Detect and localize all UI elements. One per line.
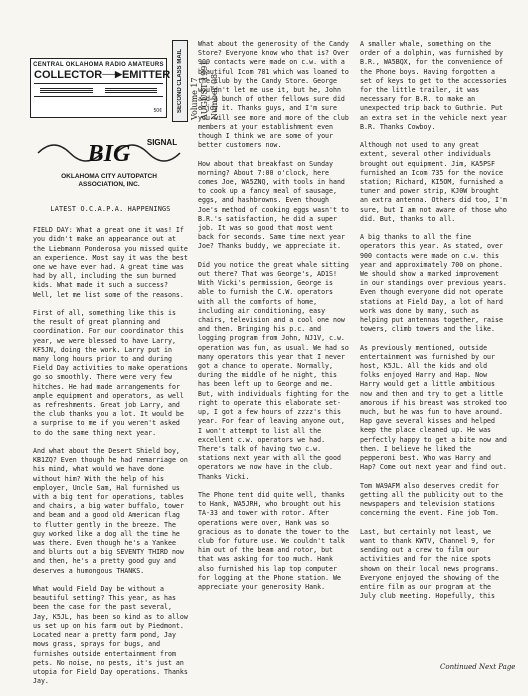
paragraph: A smaller whale, something on the order of a dolphin, was furnished by B.R., WA5BQX, for the convenience of the Phone boys. Having forgotten a set of keys to get to the accessories for the little trailer, it was necessary for B.R. to make an unexpected trip back to Guthrie. Put an extra set in the vehicle next year B.R. Thanks Cowboy.: [360, 40, 507, 131]
issue-month: AUGUST 1991: [200, 60, 209, 120]
masthead-topline: CENTRAL OKLAHOMA RADIO AMATEURS: [33, 62, 164, 68]
big-signal-logo-graphic: [34, 133, 184, 173]
masthead-stripes: [40, 87, 93, 93]
issue-volume: Volume 17: [190, 77, 199, 120]
masthead: [30, 58, 171, 118]
logo-organization: [34, 173, 184, 189]
column-3: [360, 40, 508, 611]
masthead-name-left: COLLECTOR: [34, 69, 103, 81]
paragraph: A big thanks to all the fine operators this year. As stated, over 900 contacts were made on c.w. this year and approximately 700 on phone. We should show a marked improvement in our standings over previous years. Even though everyone did not operate stations at Field Day, a lot of hard work was done by many, such as helping put antennas together, raise towers, climb towers and the like.: [360, 233, 507, 334]
paragraph: FIELD DAY: What a great one it was! If you didn't make an appearance out at the Liebmann Ponderosa you missed quite an experience. Most say it was the best one we have ever had. A great time was had by all, including the sun burned kids. What made it such a success? Well, let me list some of the reasons.: [33, 226, 188, 299]
paragraph: The Phone tent did quite well, thanks to Hank, WA5JRH, who brought out his TA-33 and tower with rotor. After operations were over, Hank was so gracious as to donate the tower to the club for future use. We couldn't talk him out of the beam and rotor, but that was asking for too much. Hank also furnished his lap top computer for logging at the Phone station. We appreciate your generosity Hank.: [198, 490, 349, 591]
masthead-title: [31, 69, 171, 81]
masthead-price: 50¢: [153, 108, 162, 114]
masthead-stripes-right: [105, 87, 158, 93]
logo-signal: SIGNAL: [146, 138, 178, 147]
masthead-rule: [34, 83, 163, 97]
paragraph: And what about the Desert Shield boy, KB1ZQ? Even though he had remarriage on his mind, what would we have done without him? With the help of his employer, Uncle Sam, Hal furnished us with a big tent for operations, tables and chairs, a big water buffalo, tower and beam and a good old American flag to flutter gently in the breeze. The guy worked like a dog all the time he was there. Even though he's a Yankee and blurts out a big SEVENTY THIRD now and then, he's a pretty good guy and deserves a humongous THANKS.: [33, 447, 188, 575]
column-2: [198, 40, 350, 601]
paragraph: What would Field Day be without a beautiful setting? This year, as has been the case for the past several, Jay, K5JL, has been so kind as to allow us set up on his farm out by Piedmont. Located near a pretty farm pond, Jay mows grass, sprays for bugs, and furnishes outside entertainment from pets. No noise, no pests, it's just an utopia for Field Day operations. Thanks Jay.: [33, 585, 188, 686]
logo-org-text: OKLAHOMA CITY AUTOPATCH ASSOCIATION, INC.: [61, 173, 157, 188]
paragraph: Although not used to any great extent, several other individuals brought out equipment. Jim, KA5PSF furnished an Icom 735 for the novice station; Richard, KI5OM, furnished a tuner and power strip, KJ0W brought an extra antenna. Others did too, I'm sure, but I am not aware of those who did. But, thanks to all.: [360, 141, 507, 223]
logo-word: BIG: [87, 141, 131, 167]
section-title: LATEST O.C.A.P.A. HAPPENINGS: [50, 205, 171, 213]
big-signal-logo: [34, 133, 184, 193]
paragraph: Tom WA9AFM also deserves credit for getting all the publicity out to the newspapers and television stations concerning the event. Fine job Tom.: [360, 481, 503, 518]
paragraph: How about that breakfast on Sunday morning? About 7:00 o'clock, here comes Joe, WA5ZNQ, with tools in hand to cook up a fancy meal of sausage, eggs, and hashbrowns. Even though Joe's method of cooking eggs wasn't to B.R.'s satisfaction, he did a super job. It was so good that most went back for seconds. Same time next year Joe? Thanks buddy, we appreciate it.: [198, 159, 349, 251]
masthead-name-right: EMITTER: [121, 69, 171, 81]
paragraph: Last, but certainly not least, we want to thank KWTV, Channel 9, for sending out a crew to film our activities and for the nice spots shown on their local news programs. Everyone enjoyed the showing of the entire film as our program at the July club meeting. Hopefully, this: [360, 527, 499, 601]
paragraph: Did you notice the great whale sitting out there? That was George's, AD1S! With Vicki's permission, George is able to furnish the C.W. operators with all the comforts of home, including air conditioning, easy chairs, television and a cool one now and then. Bringing his p.c. and logging program from John, NJ1V, c.w. operation was fun, as usual. We had so many operators this year that I never got a chance to operate. Normally, during the middle of he night, this has been left up to George and me. But, with individuals fighting for the right to operate this elaborate set-up, I got a few hours of zzzz's this year. For fear of leaving anyone out, I won't attempt to list all the excellent c.w. operators we had. There's talk of having two c.w. stations next year with all the good operators we now have in the club. Thanks Vicki.: [198, 260, 349, 481]
paragraph: First of all, something like this is the result of great planning and coordination. For our coordinator this year, we were blessed to have Larry, KF5JN, doing the work. Larry put in many long hours prior to and during Field Day activities to make operations go so smoothly. There were very few hitches. He had made arrangements for ample equipment and operators, as well as refreshments. Great job Larry, and the club thanks you a lot. It would be a surprise to me if you weren't asked to do the same thing next year.: [33, 309, 188, 437]
paragraph: As previously mentioned, outside entertainment was furnished by our host, K5JL. All the kids and old folks enjoyed Harry and Hap. Now Harry would get a little ambitious now and then and try to get a little amorous if his breast was stroked too much, but he was fun to have around. Hap gave several kisses and helped keep the place cleaned up. He was perfectly happy to get a bite now and then. I believe he liked the pepperoni best. Who was Harry and Hap? Come out next year and find out.: [360, 343, 507, 472]
paragraph: What about the generosity of the Candy Store? Everyone know who that is? Over 900 contacts were made on c.w. with a beautiful Icom 781 which was loaned to the club by the Candy Store. George wouldn't let me use it, but he, John and a bunch of other fellows sure did enjoy it. Thanks guys, and I'm sure you will see more and more of the club members at your establishment even though I think we are some of your better customers now.: [198, 40, 349, 150]
mail-class-box: [172, 40, 188, 122]
issue-number: Number 08: [210, 73, 219, 120]
mail-class-label: SECOND CLASS MAIL: [177, 48, 183, 113]
continued-note: Continued Next Page: [440, 663, 516, 671]
masthead-arrow-icon: ──▶: [102, 69, 122, 79]
column-1: [33, 205, 188, 696]
